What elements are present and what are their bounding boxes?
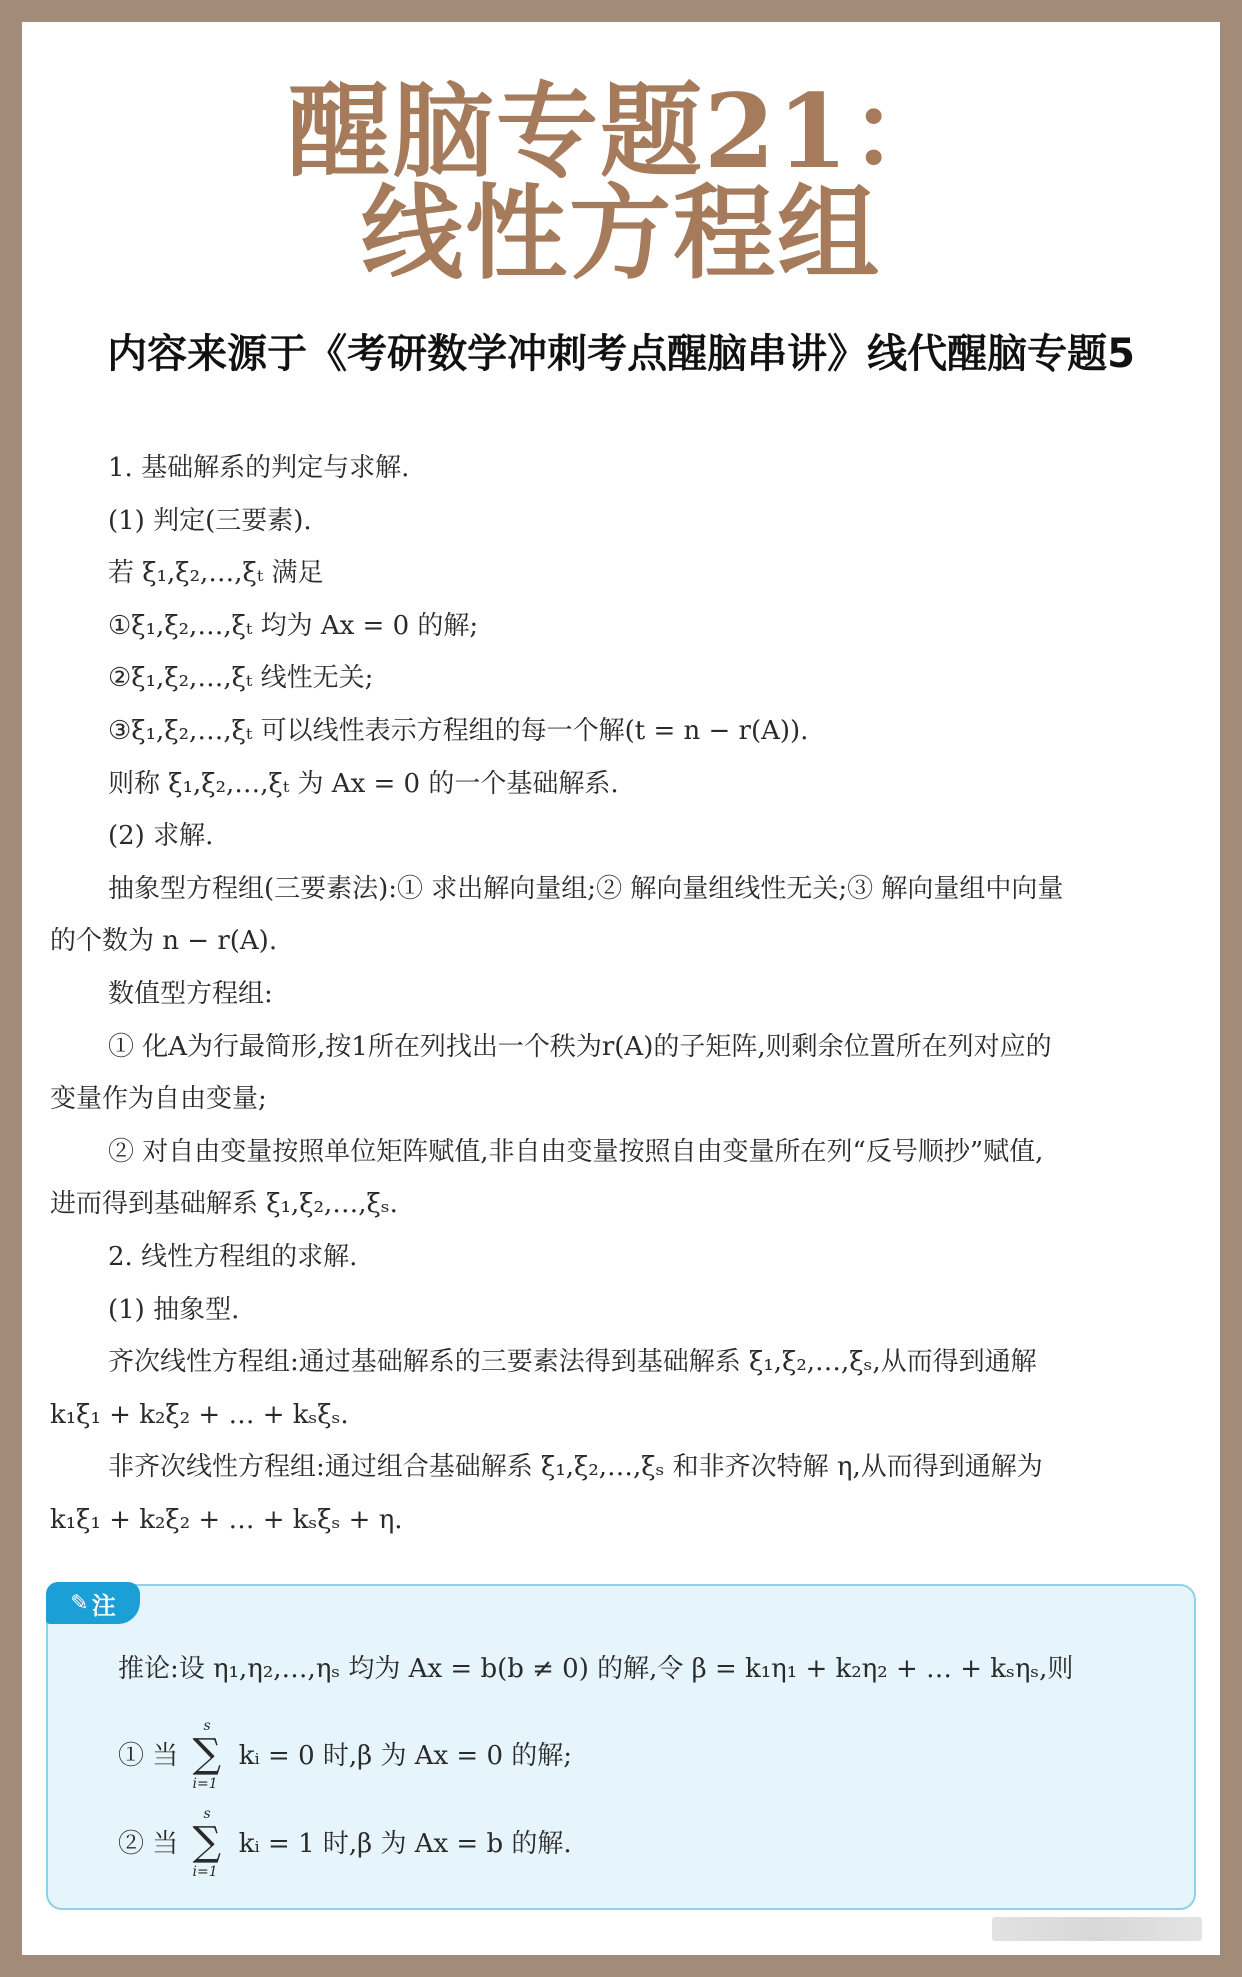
text-line: ① 化A为行最简形,按1所在列找出一个秩为r(A)的子矩阵,则剩余位置所在列对应的: [108, 1031, 1052, 1062]
text-line: (2) 求解.: [108, 821, 214, 852]
case-1-suffix: kᵢ = 0 时,β 为 Ax = 0 的解;: [238, 1741, 573, 1771]
case-2-prefix: ② 当: [118, 1829, 179, 1859]
text-line: ② 对自由变量按照单位矩阵赋值,非自由变量按照自由变量所在列“反号顺抄”赋值,: [108, 1136, 1044, 1167]
subtitle: 内容来源于《考研数学冲刺考点醒脑串讲》线代醒脑专题5: [107, 331, 1135, 377]
text-line: ②ξ₁,ξ₂,…,ξₜ 线性无关;: [108, 663, 374, 694]
text-line: (1) 抽象型.: [108, 1294, 240, 1325]
sum-upper-limit: s: [203, 1718, 211, 1734]
text-line: 非齐次线性方程组:通过组合基础解系 ξ₁,ξ₂,…,ξₛ 和非齐次特解 η,从而得到通解为: [108, 1452, 1043, 1483]
text-line: 若 ξ₁,ξ₂,…,ξₜ 满足: [108, 558, 324, 589]
sum-lower-limit: i=1: [192, 1864, 218, 1880]
watermark: [992, 1917, 1202, 1941]
summation-symbol: [189, 1806, 229, 1880]
text-line: ③ξ₁,ξ₂,…,ξₜ 可以线性表示方程组的每一个解(t = n − r(A)).: [108, 715, 809, 746]
sum-lower-limit: i=1: [192, 1776, 218, 1792]
title-line-1: 醒脑专题21：: [288, 72, 954, 192]
text-line: 数值型方程组:: [108, 978, 273, 1009]
note-case-2: [118, 1806, 572, 1880]
text-line: k₁ξ₁ + k₂ξ₂ + … + kₛξₛ + η.: [50, 1504, 403, 1535]
case-1-prefix: ① 当: [118, 1741, 179, 1771]
text-line: 2. 线性方程组的求解.: [108, 1241, 358, 1272]
text-line: k₁ξ₁ + k₂ξ₂ + … + kₛξₛ.: [50, 1399, 349, 1430]
note-box: [46, 1584, 1196, 1910]
text-line: 抽象型方程组(三要素法):① 求出解向量组;② 解向量组线性无关;③ 解向量组中向量: [108, 873, 1064, 904]
text-line: 则称 ξ₁,ξ₂,…,ξₜ 为 Ax = 0 的一个基础解系.: [108, 768, 619, 799]
page: [22, 22, 1220, 1955]
text-line: 1. 基础解系的判定与求解.: [108, 453, 410, 483]
text-line: (1) 判定(三要素).: [108, 505, 312, 536]
summation-symbol: [189, 1718, 229, 1792]
sum-sigma: ∑: [192, 1819, 222, 1865]
note-case-1: [118, 1718, 573, 1792]
content-body: [50, 442, 1222, 1546]
title-line-2: 线性方程组: [361, 174, 881, 294]
pencil-icon: ✎: [70, 1590, 89, 1616]
note-tag: [46, 1582, 140, 1624]
case-2-suffix: kᵢ = 1 时,β 为 Ax = b 的解.: [238, 1829, 572, 1859]
text-line: 变量作为自由变量;: [50, 1084, 267, 1115]
text-line: 的个数为 n − r(A).: [50, 926, 278, 957]
text-line: 进而得到基础解系 ξ₁,ξ₂,…,ξₛ.: [50, 1189, 398, 1220]
text-line: ①ξ₁,ξ₂,…,ξₜ 均为 Ax = 0 的解;: [108, 610, 479, 641]
sum-sigma: ∑: [192, 1731, 222, 1777]
note-tag-label: 注: [91, 1591, 116, 1620]
text-line: 齐次线性方程组:通过基础解系的三要素法得到基础解系 ξ₁,ξ₂,…,ξₛ,从而得到通解: [108, 1347, 1037, 1378]
sum-upper-limit: s: [203, 1806, 211, 1822]
note-corollary: 推论:设 η₁,η₂,…,ηₛ 均为 Ax = b(b ≠ 0) 的解,令 β = k₁η₁ + k₂η₂ + … + kₛηₛ,则: [118, 1654, 1074, 1684]
